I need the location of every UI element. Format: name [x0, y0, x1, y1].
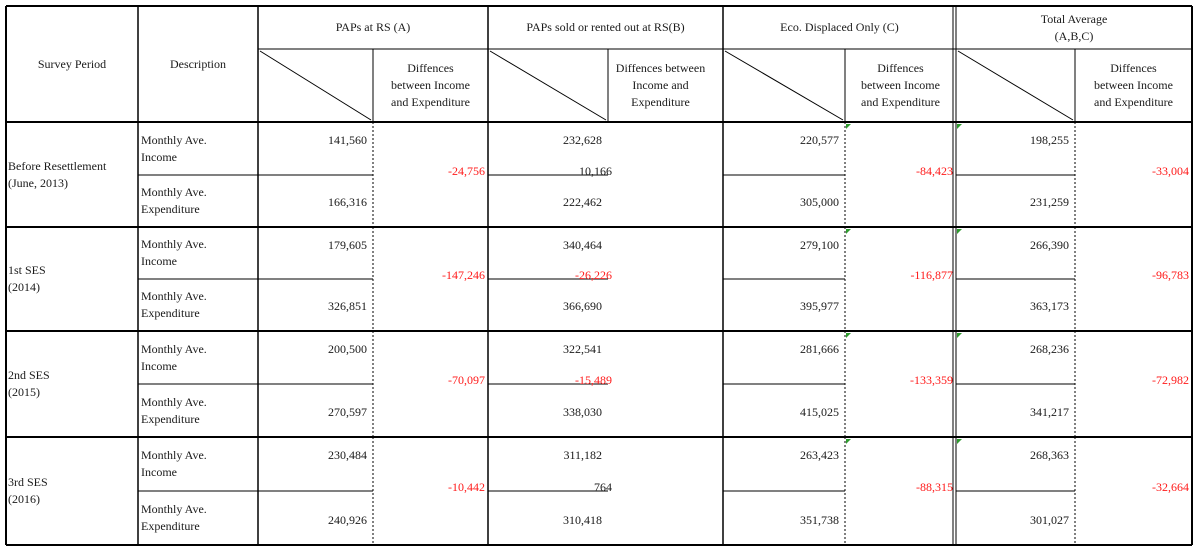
t-diff-0: [1075, 163, 1189, 183]
c-expenditure-2: [723, 404, 839, 424]
cell-comment-marker: [846, 439, 851, 444]
period-2-line-1: 2nd SES: [8, 368, 50, 382]
header-diff-b-line-3: Expenditure: [631, 95, 690, 109]
desc-income-0: [141, 122, 255, 175]
t-diff-2: [1075, 372, 1189, 392]
desc-expenditure-2: [141, 384, 255, 437]
c-expenditure-1-line-1: 395,977: [800, 299, 839, 313]
b-diff-1-line-1: -26,226: [575, 268, 612, 282]
b-income-0-line-1: 232,628: [563, 133, 602, 147]
c-income-0-line-1: 220,577: [800, 133, 839, 147]
a-income-0-line-1: 141,560: [328, 133, 367, 147]
c-diff-2: [845, 372, 953, 392]
c-diff-0: [845, 163, 953, 183]
b-expenditure-0-line-1: 222,462: [563, 195, 602, 209]
desc-expenditure-3-line-2: Expenditure: [141, 519, 200, 533]
header-diff-a: [373, 49, 488, 122]
a-diff-0: [373, 163, 485, 183]
desc-expenditure-0-line-2: Expenditure: [141, 202, 200, 216]
period-2-line-2: (2015): [8, 385, 40, 399]
b-income-1: [488, 237, 602, 257]
header-diagonal-2: [725, 51, 843, 120]
t-diff-1: [1075, 267, 1189, 287]
header-group-total: [956, 6, 1192, 49]
c-diff-3-line-1: -88,315: [916, 480, 953, 494]
period-2: [8, 331, 136, 437]
c-diff-0-line-1: -84,423: [916, 164, 953, 178]
header-description: [138, 6, 258, 122]
desc-income-0-line-2: Income: [141, 149, 177, 164]
desc-expenditure-2-line-1: Monthly Ave.: [141, 394, 207, 409]
b-expenditure-3: [488, 512, 602, 532]
t-income-3-line-1: 268,363: [1030, 448, 1069, 462]
c-expenditure-0: [723, 194, 839, 214]
c-expenditure-2-line-1: 415,025: [800, 405, 839, 419]
b-income-3: [488, 447, 602, 467]
cell-comment-marker: [846, 333, 851, 338]
b-diff-1: [488, 267, 612, 287]
b-diff-2: [488, 372, 612, 392]
header-diff-a-line-2: between Income: [391, 78, 470, 92]
a-expenditure-2: [258, 404, 367, 424]
b-expenditure-3-line-1: 310,418: [563, 513, 602, 527]
a-income-1: [258, 237, 367, 257]
t-expenditure-3-line-1: 301,027: [1030, 513, 1069, 527]
header-group-a: [258, 6, 488, 49]
header-survey-period-line-1: Survey Period: [37, 56, 107, 71]
a-income-2-line-1: 200,500: [328, 342, 367, 356]
a-expenditure-3: [258, 512, 367, 532]
t-expenditure-2: [956, 404, 1069, 424]
b-diff-2-line-1: -15,489: [575, 373, 612, 387]
header-diagonal-1: [490, 51, 606, 120]
cell-comment-marker: [846, 124, 851, 129]
header-group-total-line-1: Total Average: [1040, 11, 1108, 26]
c-diff-2-line-1: -133,359: [910, 373, 953, 387]
c-income-2-line-1: 281,666: [800, 342, 839, 356]
a-diff-2-line-1: -70,097: [448, 373, 485, 387]
b-income-2-line-1: 322,541: [563, 342, 602, 356]
header-diff-a-line-3: and Expenditure: [391, 95, 470, 109]
t-diff-3: [1075, 479, 1189, 499]
b-income-2: [488, 341, 602, 361]
a-diff-0-line-1: -24,756: [448, 164, 485, 178]
a-expenditure-1: [258, 298, 367, 318]
period-3-line-1: 3rd SES: [8, 475, 48, 489]
c-income-1-line-1: 279,100: [800, 238, 839, 252]
b-expenditure-1: [488, 298, 602, 318]
b-income-1-line-1: 340,464: [563, 238, 602, 252]
b-diff-3: [488, 479, 612, 499]
cell-comment-marker: [957, 439, 962, 444]
c-income-1: [723, 237, 839, 257]
header-diff-c: [845, 49, 956, 122]
t-expenditure-3: [956, 512, 1069, 532]
b-expenditure-1-line-1: 366,690: [563, 299, 602, 313]
header-diff-a-line-1: Diffences: [407, 61, 454, 75]
a-income-2: [258, 341, 367, 361]
c-income-3: [723, 447, 839, 467]
header-group-b-line-1: PAPs sold or rented out at RS(B): [526, 20, 685, 34]
header-survey-period: [6, 6, 138, 122]
header-diff-b: [598, 49, 723, 122]
t-expenditure-2-line-1: 341,217: [1030, 405, 1069, 419]
c-income-3-line-1: 263,423: [800, 448, 839, 462]
period-1-line-2: (2014): [8, 280, 40, 294]
header-diff-b-line-1: Diffences between: [615, 61, 706, 75]
desc-income-3-line-2: Income: [141, 465, 177, 479]
c-diff-1: [845, 267, 953, 287]
t-income-2: [956, 341, 1069, 361]
cell-comment-marker: [957, 229, 962, 234]
t-income-0: [956, 132, 1069, 152]
period-1: [8, 227, 136, 331]
b-diff-0: [488, 163, 612, 183]
desc-expenditure-2-line-2: Expenditure: [141, 411, 200, 426]
a-income-0: [258, 132, 367, 152]
header-group-a-line-1: PAPs at RS (A): [335, 20, 411, 34]
desc-expenditure-1-line-2: Expenditure: [141, 306, 200, 320]
a-expenditure-2-line-1: 270,597: [328, 405, 367, 419]
a-diff-2: [373, 372, 485, 392]
c-income-2: [723, 341, 839, 361]
desc-expenditure-3-line-1: Monthly Ave.: [141, 502, 207, 516]
b-income-0: [488, 132, 602, 152]
a-diff-3: [373, 479, 485, 499]
desc-expenditure-1-line-1: Monthly Ave.: [141, 289, 207, 303]
period-0-line-2: (June, 2013): [8, 175, 68, 190]
a-expenditure-1-line-1: 326,851: [328, 299, 367, 313]
desc-income-3: [141, 437, 255, 491]
header-group-c-line-1: Eco. Displaced Only (C): [780, 20, 899, 34]
cell-comment-marker: [957, 333, 962, 338]
a-expenditure-3-line-1: 240,926: [328, 513, 367, 527]
cell-comment-marker: [957, 124, 962, 129]
desc-income-3-line-1: Monthly Ave.: [141, 448, 207, 462]
period-0: [8, 122, 136, 227]
desc-income-2-line-1: Monthly Ave.: [141, 341, 207, 356]
period-3-line-2: (2016): [8, 492, 40, 506]
t-expenditure-0-line-1: 231,259: [1030, 195, 1069, 209]
t-diff-0-line-1: -33,004: [1152, 164, 1189, 178]
t-income-1: [956, 237, 1069, 257]
header-diff-total-line-3: and Expenditure: [1094, 95, 1173, 109]
desc-income-1-line-1: Monthly Ave.: [141, 237, 207, 251]
period-1-line-1: 1st SES: [8, 263, 46, 277]
b-diff-0-line-1: 10,166: [579, 164, 612, 178]
b-expenditure-2: [488, 404, 602, 424]
header-group-b: [488, 6, 723, 49]
t-expenditure-1-line-1: 363,173: [1030, 299, 1069, 313]
header-diff-total-line-1: Diffences: [1110, 61, 1157, 75]
header-group-total-line-2: (A,B,C): [1054, 28, 1094, 43]
t-expenditure-1: [956, 298, 1069, 318]
b-income-3-line-1: 311,182: [563, 448, 602, 462]
header-diff-total-line-2: between Income: [1094, 78, 1173, 92]
a-expenditure-0-line-1: 166,316: [328, 195, 367, 209]
c-expenditure-3: [723, 512, 839, 532]
desc-income-2-line-2: Income: [141, 358, 177, 373]
a-income-3: [258, 447, 367, 467]
b-expenditure-2-line-1: 338,030: [563, 405, 602, 419]
header-diff-c-line-3: and Expenditure: [861, 95, 940, 109]
t-income-0-line-1: 198,255: [1030, 133, 1069, 147]
desc-expenditure-3: [141, 491, 255, 545]
t-income-3: [956, 447, 1069, 467]
a-diff-3-line-1: -10,442: [448, 480, 485, 494]
header-diagonal-0: [260, 51, 371, 120]
desc-expenditure-0-line-1: Monthly Ave.: [141, 185, 207, 199]
desc-income-0-line-1: Monthly Ave.: [141, 132, 207, 147]
c-income-0: [723, 132, 839, 152]
desc-expenditure-0: [141, 175, 255, 227]
t-income-2-line-1: 268,236: [1030, 342, 1069, 356]
period-0-line-1: Before Resettlement: [8, 158, 107, 173]
c-expenditure-0-line-1: 305,000: [800, 195, 839, 209]
t-diff-1-line-1: -96,783: [1152, 268, 1189, 282]
t-expenditure-0: [956, 194, 1069, 214]
header-diff-c-line-1: Diffences: [877, 61, 924, 75]
header-diff-total: [1075, 49, 1192, 122]
c-diff-3: [845, 479, 953, 499]
b-diff-3-line-1: 764: [594, 480, 612, 494]
t-income-1-line-1: 266,390: [1030, 238, 1069, 252]
header-diagonal-3: [958, 51, 1073, 120]
desc-income-2: [141, 331, 255, 384]
a-diff-1: [373, 267, 485, 287]
header-description-line-1: Description: [170, 56, 226, 71]
a-diff-1-line-1: -147,246: [442, 268, 485, 282]
t-diff-2-line-1: -72,982: [1152, 373, 1189, 387]
desc-income-1-line-2: Income: [141, 254, 177, 268]
desc-expenditure-1: [141, 279, 255, 331]
a-income-1-line-1: 179,605: [328, 238, 367, 252]
t-diff-3-line-1: -32,664: [1152, 480, 1189, 494]
desc-income-1: [141, 227, 255, 279]
header-diff-b-line-2: Income and: [632, 78, 689, 92]
c-expenditure-3-line-1: 351,738: [800, 513, 839, 527]
c-expenditure-1: [723, 298, 839, 318]
c-diff-1-line-1: -116,877: [910, 268, 953, 282]
a-income-3-line-1: 230,484: [328, 448, 367, 462]
b-expenditure-0: [488, 194, 602, 214]
cell-comment-marker: [846, 229, 851, 234]
header-group-c: [723, 6, 956, 49]
period-3: [8, 437, 136, 545]
a-expenditure-0: [258, 194, 367, 214]
header-diff-c-line-2: between Income: [861, 78, 940, 92]
